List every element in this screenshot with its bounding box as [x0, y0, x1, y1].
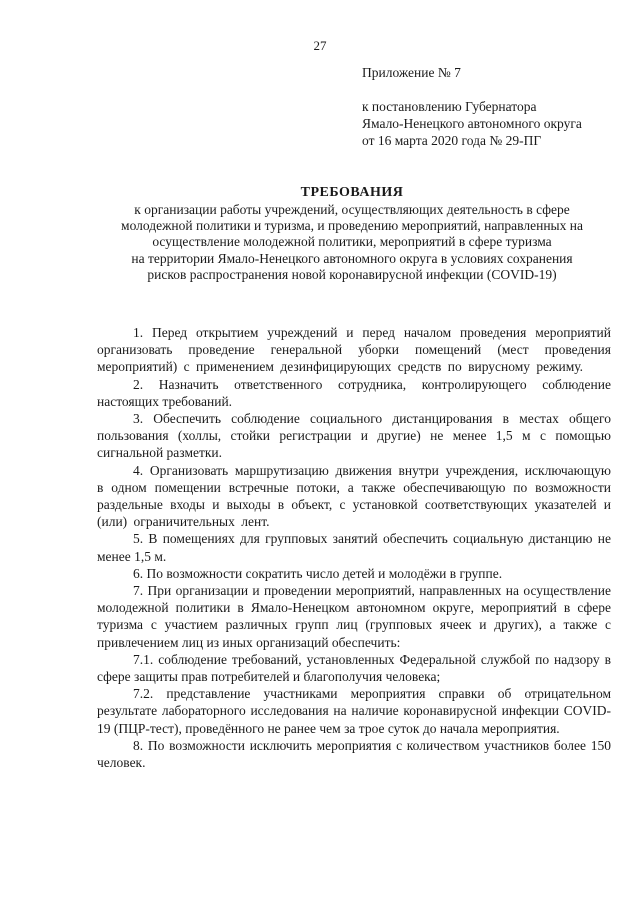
document-title: ТРЕБОВАНИЯ — [300, 185, 404, 200]
appendix-block — [362, 64, 582, 149]
subtitle-line-4: на территории Ямало-Ненецкого автономного округа в условиях сохранения — [131, 250, 573, 266]
requirement-item-7: 7. При организации и проведении мероприятий, направленных на осуществление молодежной политики в Ямало-Ненецком автономном округе, мероприятий в сфере туризма с участием различных групп лиц (групповых ячеек и других), а также с привлечением лиц из иных организаций обеспечить: — [97, 583, 611, 650]
requirement-item-5: 5. В помещениях для групповых занятий обеспечить социальную дистанцию не менее 1,5 м. — [97, 531, 611, 564]
appendix-line-2: Ямало-Ненецкого автономного округа — [362, 116, 582, 131]
appendix-line-3: от 16 марта 2020 года № 29-ПГ — [362, 133, 542, 148]
requirement-item-3: 3. Обеспечить соблюдение социального дистанцирования в местах общего пользования (холлы, стойки регистрации и другие) не менее 1,5 м с помощью сигнальной разметки. — [97, 411, 611, 461]
subtitle-line-2: молодежной политики и туризма, и проведению мероприятий, направленных на — [121, 218, 583, 234]
requirement-item-6: 6. По возможности сократить число детей и молодёжи в группе. — [133, 565, 503, 581]
requirement-item-8: 8. По возможности исключить мероприятия с количеством участников более 150 человек. — [97, 737, 611, 771]
requirements-body — [97, 324, 611, 771]
appendix-line-1: к постановлению Губернатора — [362, 99, 537, 114]
requirement-item-4: 4. Организовать маршрутизацию движения внутри учреждения, исключающую в одном помещении встречные потоки, а также обеспечивающую по возможности раздельные входы и выходы в объект, с установкой соответствующих указателей и (или) ограничительных лент. — [97, 462, 611, 530]
requirement-item-7-1: 7.1. соблюдение требований, установленных Федеральной службой по надзору в сфере защиты прав потребителей и благополучия человека; — [97, 651, 611, 685]
requirement-item-7-2: 7.2. представление участниками мероприятия справки об отрицательном результате лабораторного исследования на наличие коронавирусной инфекции COVID-19 (ПЦР-тест), проведённого не ранее чем за трое суток до начала мероприятия. — [97, 686, 611, 736]
requirement-item-2: 2. Назначить ответственного сотрудника, контролирующего соблюдение настоящих требований. — [97, 376, 611, 409]
subtitle-line-1: к организации работы учреждений, осуществляющих деятельность в сфере — [134, 202, 570, 217]
subtitle-line-5: рисков распространения новой коронавирусной инфекции (COVID-19) — [147, 266, 557, 282]
appendix-label: Приложение № 7 — [362, 65, 461, 80]
subtitle-line-3: осуществление молодежной политики, мероприятий в сфере туризма — [152, 234, 552, 250]
document-subtitle — [92, 202, 612, 283]
page-number: 27 — [313, 38, 327, 53]
requirement-item-1: 1. Перед открытием учреждений и перед началом проведения мероприятий организовать проведение генеральной уборки помещений (мест проведения мероприятий) с применением дезинфицирующих средств по вирусному режиму. — [97, 325, 611, 375]
